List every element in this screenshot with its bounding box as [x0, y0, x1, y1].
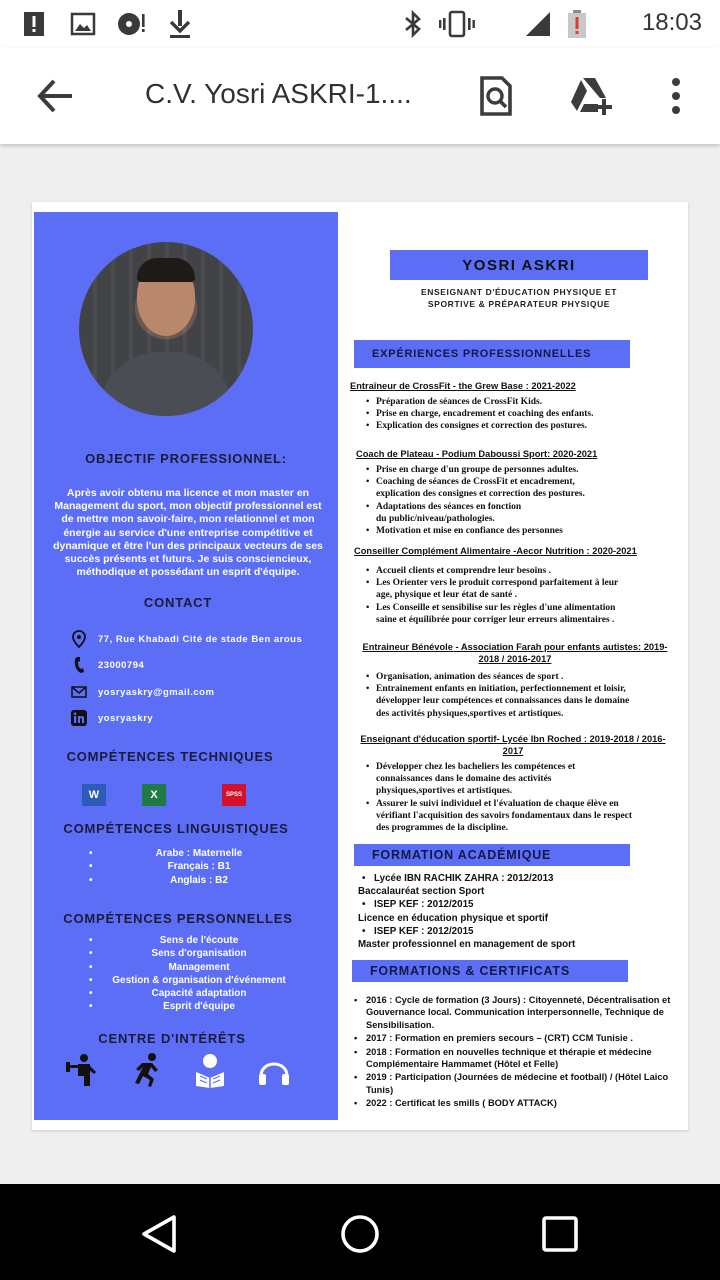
list-item: • Explication des consignes et correction des postures. [366, 420, 680, 432]
mail-icon [70, 683, 88, 701]
back-triangle-icon[interactable] [138, 1212, 182, 1256]
list-item: • Esprit d'équipe [89, 1000, 309, 1013]
list-item: • 2018 : Formation en nouvelles technique et thérapie et médecine Complémentaire Hammamet (Hôtel et Felle) [354, 1046, 684, 1071]
list-item: • Entrainement enfants en initiation, perfectionnement et loisir, développer leur compétences et connaissances dans le domaine des activités physiques,sportives et artistiques. [366, 683, 636, 720]
navigation-bar [0, 1184, 720, 1280]
list-item: • Adaptations des séances en fonction du public/niveau/pathologies. [366, 501, 526, 525]
personal-skills-heading: COMPÉTENCES PERSONNELLES [63, 911, 293, 926]
word-icon: W [82, 784, 106, 806]
contact-email: yosryaskry@gmail.com [70, 683, 214, 701]
reading-icon [192, 1052, 228, 1088]
list-item: • Motivation et mise en confiance des personnes [366, 525, 686, 537]
list-item: • Organisation, animation des séances de sport . [366, 671, 686, 683]
list-item: • Les Orienter vers le produit correspond parfaitement à leur age, physique et leur état de santé . [366, 577, 636, 601]
job-entry: Conseiller Complément Alimentaire -Aecor Nutrition : 2020-2021 • Accueil clients et comprendre leur besoins . • Les Orienter vers le produit correspond parfaitement à leur age, physique et leur état de santé . • Les Conseille et sensibilise sur les règles d'une alimentation saine et équilibrée pour corriger leur erreurs alimentaires . [354, 545, 684, 626]
more-vert-icon[interactable] [654, 74, 698, 118]
list-item: • Sens de l'écoute [89, 934, 309, 947]
list-item: • Arabe : Maternelle [89, 847, 309, 860]
list-item: • Coaching de séances de CrossFit et encadrement, explication des consignes et correction des postures. [366, 476, 616, 500]
excel-icon: X [142, 784, 166, 806]
job-entry: Entraîneur de CrossFit - the Grew Base : 2021-2022 • Préparation de séances de CrossFit Kids. • Prise en charge, encadrement et coaching des enfants. • Explication des consignes et correction des postures. [350, 380, 680, 433]
tech-skills-heading: COMPÉTENCES TECHNIQUES [66, 749, 274, 764]
interests-icons [64, 1052, 292, 1088]
linkedin-icon [70, 709, 88, 727]
personal-skills-list [89, 934, 309, 1014]
list-item: • Accueil clients et comprendre leur besoins . [366, 565, 684, 577]
list-item: • Français : B1 [89, 860, 309, 873]
job-entry: Enseignant d'éducation sportif- Lycée Ibn Roched : 2019-2018 / 2016-2017 • Développer chez les bacheliers les compétences et connaissances dans le domaine des activités physiques,sportives et artistiques. • Assurer le suivi individuel et l'évaluation de chaque élève en vérifiant l'acquisition des savoirs fondamentaux dans le respect des programmes de la discipline. [358, 733, 688, 834]
objective-heading: OBJECTIF PROFESSIONNEL: [85, 451, 287, 466]
list-item: • 2017 : Formation en premiers secours – (CRT) CCM Tunisie . [354, 1032, 684, 1044]
phone-icon [70, 656, 88, 674]
profile-photo [79, 242, 253, 416]
list-item: • Anglais : B2 [89, 874, 309, 887]
list-item: • Prise en charge, encadrement et coaching des enfants. [366, 408, 680, 420]
education-list: • Lycée IBN RACHIK ZAHRA : 2012/2013 Baccalauréat section Sport • ISEP KEF : 2012/2015 Licence en éducation physique et sportif • ISEP KEF : 2012/2015 Master professionnel en management de sport [358, 872, 678, 951]
list-item: • Prise en charge d'un groupe de personnes adultes. [366, 464, 686, 476]
list-item: • Développer chez les bacheliers les compétences et connaissances dans le domaine des activités physiques,sportives et artistiques. [366, 761, 596, 798]
list-item: • Préparation de séances de CrossFit Kids. [366, 396, 680, 408]
home-circle-icon[interactable] [338, 1212, 382, 1256]
contact-phone: 23000794 [70, 656, 144, 674]
contact-linkedin: yosryaskry [70, 709, 153, 727]
list-item: • 2016 : Cycle de formation (3 Jours) : Citoyenneté, Décentralisation et Gouvernance local. Communication interpersonnelle, Technique de Sensibilisation. [354, 994, 684, 1031]
certificates-list [354, 994, 684, 1111]
experience-heading: EXPÉRIENCES PROFESSIONNELLES [354, 340, 630, 368]
alert-icon [22, 10, 46, 38]
document-title: C.V. Yosri ASKRI-1.... [145, 78, 412, 109]
cv-subtitle: ENSEIGNANT D'ÉDUCATION PHYSIQUE ET SPORTIVE & PRÉPARATEUR PHYSIQUE [420, 287, 618, 309]
bluetooth-icon [402, 10, 424, 38]
drive-add-icon[interactable] [568, 74, 612, 118]
status-clock: 18:03 [641, 9, 702, 36]
education-heading: FORMATION ACADÉMIQUE [354, 844, 630, 866]
certificates-heading: FORMATIONS & CERTIFICATS [352, 960, 628, 982]
document-page[interactable] [32, 202, 688, 1130]
spss-icon: SPSS [222, 784, 246, 806]
job-entry: Entraineur Bénévole - Association Farah pour enfants autistes: 2019-2018 / 2016-2017 • Organisation, animation des séances de sport . • Entrainement enfants en initiation, perfectionnement et loisir, développer leur compétences et connaissances dans le domaine des activités physiques,sportives et artistiques. [356, 641, 686, 720]
download-icon [168, 10, 192, 38]
app-bar [0, 48, 720, 144]
list-item: • 2022 : Certificat les smills ( BODY ATTACK) [354, 1097, 684, 1109]
image-icon [70, 10, 96, 38]
signal-icon [524, 10, 552, 38]
software-icons [82, 784, 246, 806]
cd-icon [116, 10, 148, 38]
location-pin-icon [70, 630, 88, 648]
list-item: • Les Conseille et sensibilise sur les règles d'une alimentation saine et équilibrée pour corriger leur erreurs alimentaires . [366, 602, 636, 626]
cv-main [344, 212, 688, 1120]
job-entry: Coach de Plateau - Podium Daboussi Sport: 2020-2021 • Prise en charge d'un groupe de personnes adultes. • Coaching de séances de CrossFit et encadrement, explication des consignes et correction des postures. • Adaptations des séances en fonction du public/niveau/pathologies. • Motivation et mise en confiance des personnes [356, 448, 686, 537]
contact-address: 77, Rue Khabadi Cité de stade Ben arous [70, 630, 302, 648]
list-item: • Sens d'organisation [89, 947, 309, 960]
status-bar [0, 0, 720, 48]
objective-text: Après avoir obtenu ma licence et mon master en Management du sport, mon objectif professionnel est de mettre mon savoir-faire, mon relationnel et mon énergie au service d'une entreprise compétitive et dynamique et être l'un des principaux vecteurs de ses succès présents et futurs. Je suis consciencieux, méthodique et possédant un esprit d'équipe. [53, 487, 323, 579]
list-item: • 2019 : Participation (Journées de médecine et football) / (Hôtel Laico Tunis) [354, 1071, 684, 1096]
cv-name: YOSRI ASKRI [390, 250, 648, 280]
running-icon [128, 1052, 164, 1088]
language-list [89, 847, 309, 887]
language-skills-heading: COMPÉTENCES LINGUISTIQUES [63, 821, 289, 836]
headphones-icon [256, 1052, 292, 1088]
list-item: • Assurer le suivi individuel et l'évaluation de chaque élève en vérifiant l'acquisition des savoirs fondamentaux dans le respect des programmes de la discipline. [366, 798, 636, 835]
search-doc-icon[interactable] [474, 74, 518, 118]
list-item: • Gestion & organisation d'événement [89, 974, 309, 987]
contact-heading: CONTACT [143, 595, 213, 610]
back-arrow-icon[interactable] [34, 76, 78, 116]
recents-square-icon[interactable] [538, 1212, 582, 1256]
weightlifting-icon [64, 1052, 100, 1088]
vibrate-icon [438, 10, 476, 38]
list-item: • Capacité adaptation [89, 987, 309, 1000]
list-item: • Management [89, 961, 309, 974]
cv-sidebar [34, 212, 338, 1120]
battery-alert-icon [566, 10, 588, 38]
interests-heading: CENTRE D'INTÉRÊTS [98, 1031, 246, 1046]
